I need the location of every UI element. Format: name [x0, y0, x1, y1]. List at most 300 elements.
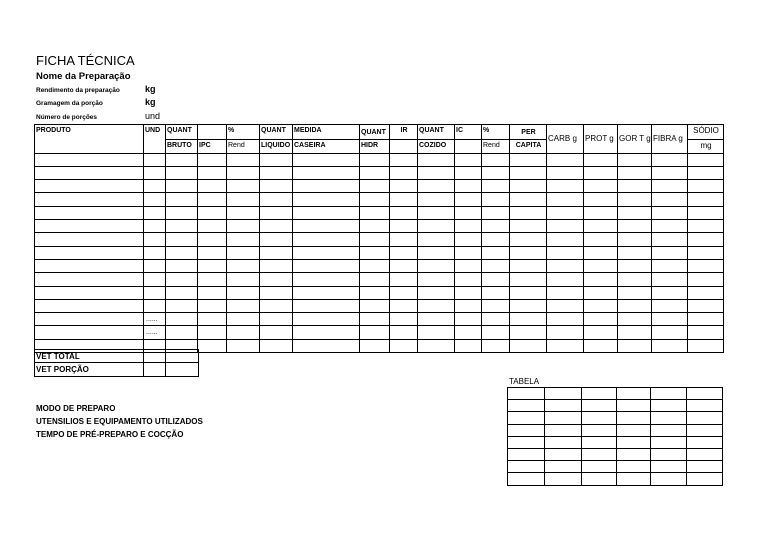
- table-cell[interactable]: [35, 180, 144, 193]
- table-cell[interactable]: [547, 326, 584, 339]
- table-cell[interactable]: [618, 193, 652, 206]
- table-cell[interactable]: [510, 246, 547, 259]
- table-cell[interactable]: [584, 326, 618, 339]
- table-cell[interactable]: [652, 246, 688, 259]
- table-cell[interactable]: [293, 259, 360, 272]
- table-cell[interactable]: [227, 326, 260, 339]
- table-cell[interactable]: [652, 180, 688, 193]
- table-cell[interactable]: [418, 339, 455, 352]
- table-cell[interactable]: [227, 259, 260, 272]
- table-cell[interactable]: [482, 180, 510, 193]
- table-cell[interactable]: [390, 339, 418, 352]
- table-cell[interactable]: [418, 233, 455, 246]
- tabela-cell[interactable]: [508, 424, 545, 436]
- table-cell[interactable]: [510, 220, 547, 233]
- table-cell[interactable]: [547, 246, 584, 259]
- table-cell[interactable]: [547, 313, 584, 326]
- tabela-cell[interactable]: [616, 448, 650, 460]
- table-cell[interactable]: [35, 233, 144, 246]
- tabela-cell[interactable]: [545, 424, 582, 436]
- table-cell[interactable]: [166, 206, 198, 219]
- table-cell[interactable]: [547, 339, 584, 352]
- table-cell[interactable]: [360, 286, 390, 299]
- table-cell[interactable]: [293, 153, 360, 166]
- table-cell[interactable]: [482, 326, 510, 339]
- table-cell[interactable]: [418, 273, 455, 286]
- table-cell[interactable]: [144, 180, 166, 193]
- tabela-cell[interactable]: [616, 400, 650, 412]
- tabela-cell[interactable]: [616, 461, 650, 473]
- table-cell[interactable]: [260, 299, 293, 312]
- table-cell[interactable]: [510, 166, 547, 179]
- table-cell[interactable]: [418, 166, 455, 179]
- tabela-cell[interactable]: [616, 412, 650, 424]
- table-cell[interactable]: [418, 153, 455, 166]
- table-cell[interactable]: [455, 193, 482, 206]
- table-cell[interactable]: [390, 220, 418, 233]
- table-cell[interactable]: [293, 180, 360, 193]
- table-cell[interactable]: [360, 339, 390, 352]
- table-cell[interactable]: [390, 193, 418, 206]
- table-cell[interactable]: [652, 193, 688, 206]
- table-cell[interactable]: [35, 220, 144, 233]
- table-cell[interactable]: [227, 220, 260, 233]
- table-cell[interactable]: [547, 299, 584, 312]
- table-cell[interactable]: [455, 339, 482, 352]
- table-cell[interactable]: [688, 273, 724, 286]
- table-cell[interactable]: [293, 233, 360, 246]
- table-cell[interactable]: [360, 299, 390, 312]
- tabela-cell[interactable]: [650, 400, 686, 412]
- table-cell[interactable]: [260, 153, 293, 166]
- table-cell[interactable]: [35, 246, 144, 259]
- table-cell[interactable]: [455, 246, 482, 259]
- tabela-cell[interactable]: [616, 388, 650, 400]
- table-cell[interactable]: [547, 220, 584, 233]
- table-cell[interactable]: [166, 233, 198, 246]
- table-cell[interactable]: [35, 326, 144, 339]
- table-cell[interactable]: [198, 286, 227, 299]
- table-cell[interactable]: [360, 259, 390, 272]
- table-cell[interactable]: [35, 273, 144, 286]
- table-cell[interactable]: [455, 206, 482, 219]
- table-cell[interactable]: [227, 193, 260, 206]
- table-cell[interactable]: [584, 259, 618, 272]
- table-cell[interactable]: [166, 193, 198, 206]
- tabela-cell[interactable]: [508, 412, 545, 424]
- table-cell[interactable]: [260, 180, 293, 193]
- table-cell[interactable]: [455, 286, 482, 299]
- table-cell[interactable]: [618, 313, 652, 326]
- table-cell[interactable]: [482, 153, 510, 166]
- table-cell[interactable]: [418, 220, 455, 233]
- table-cell[interactable]: [260, 193, 293, 206]
- table-cell[interactable]: [510, 153, 547, 166]
- table-cell[interactable]: [482, 166, 510, 179]
- table-cell[interactable]: [688, 246, 724, 259]
- table-cell[interactable]: [547, 233, 584, 246]
- table-cell[interactable]: [166, 313, 198, 326]
- tabela-cell[interactable]: [582, 388, 616, 400]
- table-cell[interactable]: [652, 313, 688, 326]
- table-cell[interactable]: [688, 220, 724, 233]
- table-cell[interactable]: [198, 246, 227, 259]
- table-cell[interactable]: [260, 273, 293, 286]
- table-cell[interactable]: [618, 153, 652, 166]
- table-cell[interactable]: [547, 180, 584, 193]
- table-cell[interactable]: [418, 326, 455, 339]
- table-cell[interactable]: [455, 313, 482, 326]
- table-cell[interactable]: [418, 246, 455, 259]
- table-cell[interactable]: [360, 233, 390, 246]
- table-cell[interactable]: [510, 206, 547, 219]
- table-cell[interactable]: [360, 206, 390, 219]
- table-cell[interactable]: [482, 206, 510, 219]
- table-cell[interactable]: [584, 299, 618, 312]
- table-cell[interactable]: [688, 206, 724, 219]
- table-cell[interactable]: [618, 180, 652, 193]
- table-cell[interactable]: [688, 286, 724, 299]
- table-cell[interactable]: [618, 273, 652, 286]
- table-cell[interactable]: [418, 286, 455, 299]
- table-cell[interactable]: [360, 166, 390, 179]
- table-cell[interactable]: [198, 220, 227, 233]
- table-cell[interactable]: [688, 193, 724, 206]
- table-cell[interactable]: [360, 180, 390, 193]
- table-cell[interactable]: [688, 166, 724, 179]
- tabela-cell[interactable]: [686, 400, 722, 412]
- table-cell[interactable]: [198, 193, 227, 206]
- tabela-cell[interactable]: [616, 473, 650, 485]
- table-cell[interactable]: [618, 206, 652, 219]
- table-cell[interactable]: [293, 273, 360, 286]
- table-cell[interactable]: [166, 246, 198, 259]
- tabela-cell[interactable]: [508, 461, 545, 473]
- table-cell[interactable]: [510, 273, 547, 286]
- table-cell[interactable]: [618, 286, 652, 299]
- tabela-cell[interactable]: [508, 436, 545, 448]
- table-cell[interactable]: [482, 273, 510, 286]
- table-cell[interactable]: [618, 220, 652, 233]
- table-cell[interactable]: [260, 339, 293, 352]
- tabela-cell[interactable]: [545, 473, 582, 485]
- tabela-cell[interactable]: [545, 461, 582, 473]
- table-cell[interactable]: [293, 193, 360, 206]
- table-cell[interactable]: [144, 273, 166, 286]
- table-cell[interactable]: [260, 259, 293, 272]
- table-cell[interactable]: [688, 299, 724, 312]
- table-cell[interactable]: [144, 220, 166, 233]
- tabela-cell[interactable]: [616, 436, 650, 448]
- table-cell[interactable]: [584, 339, 618, 352]
- table-cell[interactable]: [198, 153, 227, 166]
- table-cell[interactable]: [652, 220, 688, 233]
- table-cell[interactable]: [688, 259, 724, 272]
- table-cell[interactable]: [227, 286, 260, 299]
- tabela-cell[interactable]: [545, 436, 582, 448]
- tabela-cell[interactable]: [686, 412, 722, 424]
- table-cell[interactable]: [455, 233, 482, 246]
- table-cell[interactable]: [418, 206, 455, 219]
- table-cell[interactable]: [418, 299, 455, 312]
- tabela-cell[interactable]: [508, 448, 545, 460]
- table-cell[interactable]: [688, 313, 724, 326]
- table-cell[interactable]: [144, 166, 166, 179]
- table-cell[interactable]: [510, 180, 547, 193]
- table-cell[interactable]: [455, 153, 482, 166]
- table-cell[interactable]: [547, 193, 584, 206]
- table-cell[interactable]: [547, 286, 584, 299]
- table-cell[interactable]: [547, 166, 584, 179]
- table-cell[interactable]: [652, 339, 688, 352]
- table-cell[interactable]: [390, 273, 418, 286]
- table-cell[interactable]: [482, 313, 510, 326]
- table-cell[interactable]: [584, 273, 618, 286]
- table-cell[interactable]: [510, 193, 547, 206]
- tabela-cell[interactable]: [686, 388, 722, 400]
- table-cell[interactable]: [260, 246, 293, 259]
- table-cell[interactable]: [293, 339, 360, 352]
- table-cell[interactable]: [390, 166, 418, 179]
- table-cell[interactable]: [584, 180, 618, 193]
- table-cell[interactable]: [652, 206, 688, 219]
- table-cell[interactable]: [166, 299, 198, 312]
- table-cell[interactable]: [510, 326, 547, 339]
- table-cell[interactable]: [144, 286, 166, 299]
- table-cell[interactable]: [652, 273, 688, 286]
- table-cell[interactable]: [418, 180, 455, 193]
- table-cell[interactable]: [652, 233, 688, 246]
- table-cell[interactable]: [166, 259, 198, 272]
- table-cell[interactable]: [618, 339, 652, 352]
- tabela-cell[interactable]: [582, 473, 616, 485]
- table-cell[interactable]: [455, 166, 482, 179]
- tabela-cell[interactable]: [686, 436, 722, 448]
- table-cell[interactable]: [144, 193, 166, 206]
- table-cell[interactable]: [144, 206, 166, 219]
- table-cell[interactable]: [360, 273, 390, 286]
- table-cell[interactable]: [455, 259, 482, 272]
- tabela-cell[interactable]: [582, 412, 616, 424]
- table-cell[interactable]: [166, 286, 198, 299]
- table-cell[interactable]: [144, 246, 166, 259]
- table-cell[interactable]: [688, 326, 724, 339]
- table-cell[interactable]: [293, 206, 360, 219]
- table-cell[interactable]: [390, 259, 418, 272]
- table-cell[interactable]: [198, 206, 227, 219]
- table-cell[interactable]: [584, 193, 618, 206]
- table-cell[interactable]: [482, 339, 510, 352]
- table-cell[interactable]: [293, 286, 360, 299]
- table-cell[interactable]: [618, 166, 652, 179]
- table-cell[interactable]: [510, 286, 547, 299]
- table-cell[interactable]: [260, 233, 293, 246]
- table-cell[interactable]: [618, 326, 652, 339]
- table-cell[interactable]: [35, 313, 144, 326]
- table-cell[interactable]: [360, 313, 390, 326]
- table-cell[interactable]: [260, 286, 293, 299]
- table-cell[interactable]: [35, 286, 144, 299]
- table-cell[interactable]: [547, 273, 584, 286]
- tabela-cell[interactable]: [650, 473, 686, 485]
- table-cell[interactable]: [198, 326, 227, 339]
- table-cell[interactable]: [547, 153, 584, 166]
- table-cell[interactable]: [584, 313, 618, 326]
- table-cell[interactable]: [390, 206, 418, 219]
- table-cell[interactable]: [227, 153, 260, 166]
- table-cell[interactable]: [360, 326, 390, 339]
- table-cell[interactable]: [293, 299, 360, 312]
- tabela-cell[interactable]: [545, 448, 582, 460]
- table-cell[interactable]: [227, 273, 260, 286]
- table-cell[interactable]: [198, 233, 227, 246]
- table-cell[interactable]: [390, 326, 418, 339]
- table-cell[interactable]: [35, 166, 144, 179]
- table-cell[interactable]: [652, 166, 688, 179]
- table-cell[interactable]: [584, 233, 618, 246]
- table-cell[interactable]: [293, 166, 360, 179]
- table-cell[interactable]: [418, 259, 455, 272]
- table-cell[interactable]: [547, 206, 584, 219]
- table-cell[interactable]: [35, 153, 144, 166]
- table-cell[interactable]: [584, 206, 618, 219]
- table-cell[interactable]: [166, 326, 198, 339]
- tabela-cell[interactable]: [545, 388, 582, 400]
- table-cell[interactable]: [652, 299, 688, 312]
- table-cell[interactable]: [510, 233, 547, 246]
- table-cell[interactable]: [360, 193, 390, 206]
- table-cell[interactable]: [260, 166, 293, 179]
- table-cell[interactable]: [198, 299, 227, 312]
- tabela-cell[interactable]: [508, 388, 545, 400]
- table-cell[interactable]: [227, 299, 260, 312]
- table-cell[interactable]: [584, 246, 618, 259]
- tabela-cell[interactable]: [650, 412, 686, 424]
- table-cell[interactable]: [260, 220, 293, 233]
- table-cell[interactable]: [688, 180, 724, 193]
- table-cell[interactable]: [390, 299, 418, 312]
- table-cell[interactable]: [198, 166, 227, 179]
- table-cell[interactable]: [198, 273, 227, 286]
- table-cell[interactable]: [584, 286, 618, 299]
- table-cell[interactable]: [547, 259, 584, 272]
- table-cell[interactable]: [652, 153, 688, 166]
- tabela-cell[interactable]: [686, 448, 722, 460]
- table-cell[interactable]: [510, 313, 547, 326]
- table-cell[interactable]: [482, 220, 510, 233]
- table-cell[interactable]: [455, 326, 482, 339]
- table-cell[interactable]: [144, 299, 166, 312]
- table-cell[interactable]: [293, 246, 360, 259]
- table-cell[interactable]: [227, 339, 260, 352]
- table-cell[interactable]: [360, 246, 390, 259]
- table-cell[interactable]: [260, 206, 293, 219]
- tabela-cell[interactable]: [650, 388, 686, 400]
- table-cell[interactable]: [144, 153, 166, 166]
- table-cell[interactable]: [166, 220, 198, 233]
- table-cell[interactable]: [227, 246, 260, 259]
- table-cell[interactable]: [618, 259, 652, 272]
- tabela-cell[interactable]: [650, 424, 686, 436]
- table-cell[interactable]: [293, 313, 360, 326]
- table-cell[interactable]: [482, 259, 510, 272]
- table-cell[interactable]: [390, 286, 418, 299]
- table-cell[interactable]: [144, 259, 166, 272]
- table-cell[interactable]: [390, 246, 418, 259]
- table-cell[interactable]: [584, 153, 618, 166]
- table-cell[interactable]: [510, 339, 547, 352]
- table-cell[interactable]: [166, 166, 198, 179]
- table-cell[interactable]: [482, 233, 510, 246]
- table-cell[interactable]: [227, 233, 260, 246]
- table-cell[interactable]: [166, 180, 198, 193]
- tabela-cell[interactable]: [545, 412, 582, 424]
- tabela-cell[interactable]: [686, 473, 722, 485]
- table-cell[interactable]: [293, 326, 360, 339]
- table-cell[interactable]: [35, 299, 144, 312]
- table-cell[interactable]: [482, 246, 510, 259]
- table-cell[interactable]: [166, 153, 198, 166]
- table-cell[interactable]: [652, 259, 688, 272]
- tabela-cell[interactable]: [686, 461, 722, 473]
- tabela-cell[interactable]: [582, 424, 616, 436]
- tabela-cell[interactable]: [508, 400, 545, 412]
- table-cell[interactable]: [618, 233, 652, 246]
- table-cell[interactable]: [584, 166, 618, 179]
- table-cell[interactable]: [360, 153, 390, 166]
- table-cell[interactable]: [482, 299, 510, 312]
- table-cell[interactable]: [390, 313, 418, 326]
- table-cell[interactable]: [652, 326, 688, 339]
- table-cell[interactable]: [260, 326, 293, 339]
- table-cell[interactable]: [688, 153, 724, 166]
- tabela-cell[interactable]: [616, 424, 650, 436]
- table-cell[interactable]: [418, 193, 455, 206]
- table-cell[interactable]: [293, 220, 360, 233]
- table-cell[interactable]: [455, 299, 482, 312]
- table-cell[interactable]: [455, 273, 482, 286]
- table-cell[interactable]: [455, 180, 482, 193]
- table-cell[interactable]: [260, 313, 293, 326]
- tabela-cell[interactable]: [508, 473, 545, 485]
- table-cell[interactable]: [455, 220, 482, 233]
- table-cell[interactable]: [227, 206, 260, 219]
- tabela-cell[interactable]: [582, 448, 616, 460]
- table-cell[interactable]: [198, 180, 227, 193]
- table-cell[interactable]: [482, 193, 510, 206]
- table-cell[interactable]: [144, 233, 166, 246]
- table-cell[interactable]: [510, 299, 547, 312]
- table-cell[interactable]: [227, 166, 260, 179]
- table-cell[interactable]: [35, 259, 144, 272]
- table-cell[interactable]: [390, 233, 418, 246]
- table-cell[interactable]: [418, 313, 455, 326]
- table-cell[interactable]: [166, 273, 198, 286]
- table-cell[interactable]: [482, 286, 510, 299]
- table-cell[interactable]: [390, 153, 418, 166]
- table-cell[interactable]: [618, 299, 652, 312]
- table-cell[interactable]: [198, 339, 227, 352]
- table-cell[interactable]: [510, 259, 547, 272]
- table-cell[interactable]: [584, 220, 618, 233]
- table-cell[interactable]: [688, 339, 724, 352]
- tabela-cell[interactable]: [650, 448, 686, 460]
- tabela-cell[interactable]: [582, 436, 616, 448]
- table-cell[interactable]: [688, 233, 724, 246]
- table-cell[interactable]: [227, 180, 260, 193]
- table-cell[interactable]: [35, 193, 144, 206]
- tabela-cell[interactable]: [582, 400, 616, 412]
